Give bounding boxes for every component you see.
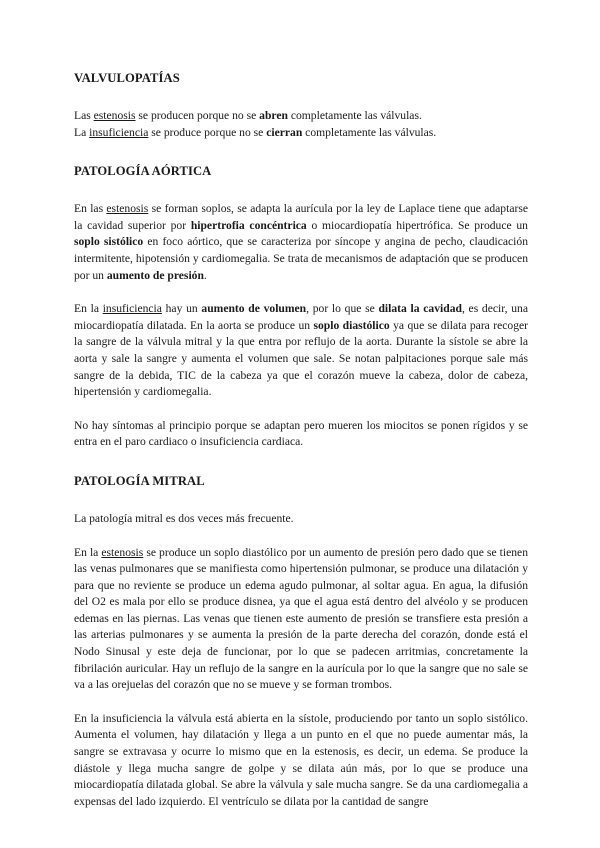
- section-heading-mitral: PATOLOGÍA MITRAL: [74, 473, 205, 488]
- intro-line-stenosis: Las estenosis se producen porque no se abren completamente las válvulas.: [74, 109, 422, 122]
- section-heading-aortic: PATOLOGÍA AÓRTICA: [74, 164, 212, 179]
- intro-line-insufficiency: La insuficiencia se produce porque no se cierran completamente las válvulas.: [74, 125, 437, 139]
- mitral-stenosis-paragraph: En la estenosis se produce un soplo diastólico por un aumento de presión pero dado que se tienen las venas pulmonares que se manifiesta como hipertensión pulmonar, se produce una dilatación y para que no reviente se produce un edema agudo pulmonar, al soltar agua. En agua, la difusión del O2 es mala por ello se produce disnea, ya que el agua está dentro del alvéolo y se producen edemas en las piernas. Las venas que tienen este aumento de presión se transfiere esta presión a las arterias pulmonares y se aumenta la presión de la parte derecha del corazón, donde está el Nodo Sinusal y este deja de funcionar, por lo que se padecen arritmias, concretamente la fibrilación auricular. Hay un reflujo de la sangre en la aurícula por lo que la sangre que no sale se va a las orejuelas del corazón que no se mueve y se forman trombos.: [74, 545, 528, 692]
- aortic-insufficiency-paragraph: En la insuficiencia hay un aumento de volumen, por lo que se dilata la cavidad, es decir, una miocardiopatía dilatada. En la aorta se produce un soplo diastólico ya que se dilata para recoger la sangre de la válvula mitral y la que entra por reflujo de la aorta. Durante la sístole se abre la aorta y sale la sangre y aumenta el volumen que sale. Se notan palpitaciones porque sale más sangre de la debida, TIC de la cabeza ya que el corazón mueve la cabeza, dolor de cabeza, hipertensión y cardiomegalia.: [74, 302, 529, 399]
- page-title: VALVULOPATÍAS: [74, 71, 180, 85]
- aortic-stenosis-paragraph: En las estenosis se forman soplos, se adapta la aurícula por la ley de Laplace tiene que adaptarse la cavidad superior por hipertrofia concéntrica o miocardiopatía hipertrófica. Se produce un soplo sistólico en foco aórtico, que se caracteriza por síncope y angina de pecho, claudicación intermitente, hipotensión y cardiomegalia. Se trata de mecanismos de adaptación que se producen por un aumento de presión.: [74, 202, 528, 282]
- mitral-frequency-paragraph: La patología mitral es dos veces más frecuente.: [74, 511, 294, 525]
- aortic-symptoms-paragraph: No hay síntomas al principio porque se adaptan pero mueren los miocitos se ponen rígidos y se entra en el paro cardiaco o insuficiencia cardiaca.: [74, 418, 528, 449]
- mitral-insufficiency-paragraph: En la insuficiencia la válvula está abierta en la sístole, produciendo por tanto un soplo sistólico. Aumenta el volumen, hay dilatación y llega a un punto en el que no puede aumentar más, la sangre se extravasa y ocurre lo mismo que en la estenosis, es decir, un edema. Se produce la diástole y llega mucha sangre de golpe y se dilata aún más, por lo que se produce una miocardiopatía dilatada global. Se abre la válvula y sale mucha sangre. Se da una cardiomegalia a expensas del lado izquierdo. El ventrículo se dilata por la cantidad de sangre: [74, 711, 528, 808]
- intro-paragraph: [74, 108, 528, 141]
